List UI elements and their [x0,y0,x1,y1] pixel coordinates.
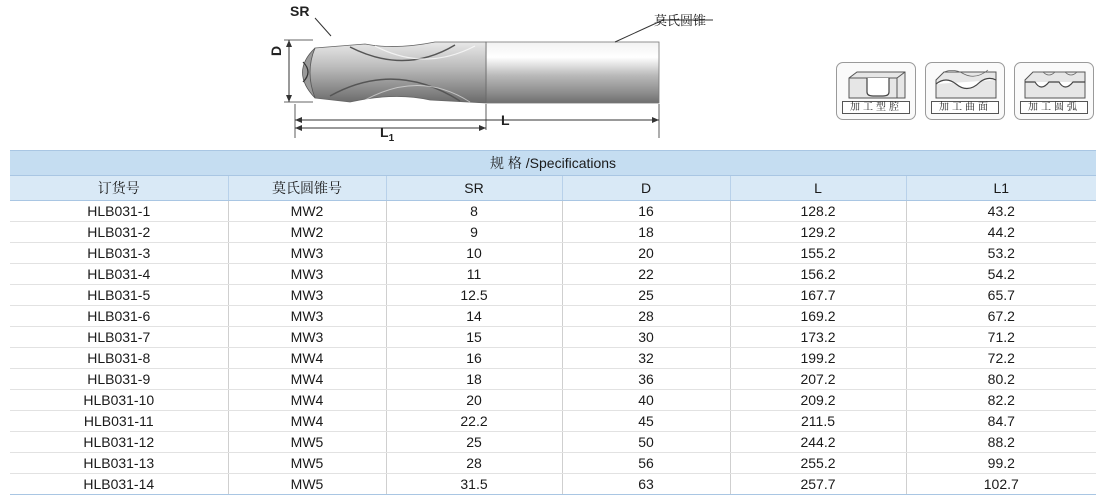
table-row [10,285,1096,306]
cell-sr: 22.2 [386,411,562,432]
cell-sr: 14 [386,306,562,327]
cell-l1: 84.7 [906,411,1096,432]
arc-shape-icon [1021,68,1089,102]
cell-d: 63 [562,474,730,495]
col-header-sr: SR [386,176,562,201]
cell-l1: 54.2 [906,264,1096,285]
table-row [10,432,1096,453]
cell-order-no: HLB031-4 [10,264,228,285]
surface-shape-icon [932,68,1000,102]
cell-morse-taper: MW4 [228,411,386,432]
cell-sr: 20 [386,390,562,411]
cell-l1: 43.2 [906,201,1096,222]
col-header-morse-taper: 莫氏圆锥号 [228,176,386,201]
cell-l: 155.2 [730,243,906,264]
sr-label: SR [290,3,310,19]
cell-l1: 72.2 [906,348,1096,369]
table-row [10,327,1096,348]
pocket-shape-icon [843,68,911,102]
cell-morse-taper: MW4 [228,369,386,390]
cell-morse-taper: MW3 [228,327,386,348]
table-row [10,453,1096,474]
cell-l: 244.2 [730,432,906,453]
cell-d: 20 [562,243,730,264]
table-row [10,306,1096,327]
cell-l: 156.2 [730,264,906,285]
cell-sr: 12.5 [386,285,562,306]
cell-sr: 25 [386,432,562,453]
cell-morse-taper: MW5 [228,432,386,453]
cell-l: 173.2 [730,327,906,348]
application-icons [836,62,1094,120]
cell-morse-taper: MW3 [228,306,386,327]
cell-order-no: HLB031-3 [10,243,228,264]
cell-d: 32 [562,348,730,369]
l-label: L [501,112,510,128]
cell-l1: 44.2 [906,222,1096,243]
cell-l: 209.2 [730,390,906,411]
cell-order-no: HLB031-9 [10,369,228,390]
cell-order-no: HLB031-10 [10,390,228,411]
cell-order-no: HLB031-8 [10,348,228,369]
cell-morse-taper: MW3 [228,243,386,264]
cell-d: 25 [562,285,730,306]
cell-morse-taper: MW3 [228,264,386,285]
l1-label-main: L [380,124,389,140]
cell-l: 211.5 [730,411,906,432]
cell-d: 28 [562,306,730,327]
cell-l: 199.2 [730,348,906,369]
specifications-table [10,150,1096,495]
cell-l: 167.7 [730,285,906,306]
surface-machining-icon [925,62,1005,120]
cell-l1: 82.2 [906,390,1096,411]
cell-order-no: HLB031-14 [10,474,228,495]
cell-order-no: HLB031-2 [10,222,228,243]
pocket-machining-icon [836,62,916,120]
d-label: D [268,45,284,56]
specifications-table-container [10,150,1096,495]
cell-morse-taper: MW4 [228,390,386,411]
cell-l: 169.2 [730,306,906,327]
cell-sr: 31.5 [386,474,562,495]
cell-d: 16 [562,201,730,222]
cell-order-no: HLB031-12 [10,432,228,453]
table-row [10,243,1096,264]
cell-l1: 67.2 [906,306,1096,327]
cell-order-no: HLB031-1 [10,201,228,222]
specifications-title: 规 格 /Specifications [10,151,1096,176]
cell-l1: 65.7 [906,285,1096,306]
cell-sr: 9 [386,222,562,243]
cell-sr: 16 [386,348,562,369]
cell-order-no: HLB031-5 [10,285,228,306]
cell-order-no: HLB031-7 [10,327,228,348]
cell-order-no: HLB031-6 [10,306,228,327]
cell-d: 40 [562,390,730,411]
arc-caption: 加工圆弧 [1020,101,1088,114]
table-row [10,222,1096,243]
table-row [10,369,1096,390]
cell-l1: 80.2 [906,369,1096,390]
cell-d: 50 [562,432,730,453]
table-body [10,201,1096,495]
cell-morse-taper: MW4 [228,348,386,369]
col-header-d: D [562,176,730,201]
cell-morse-taper: MW2 [228,201,386,222]
cell-l: 257.7 [730,474,906,495]
cell-l: 129.2 [730,222,906,243]
l1-label-sub: 1 [388,132,395,144]
cell-sr: 18 [386,369,562,390]
cell-sr: 11 [386,264,562,285]
cell-l: 207.2 [730,369,906,390]
cell-sr: 15 [386,327,562,348]
arc-machining-icon [1014,62,1094,120]
cell-l: 255.2 [730,453,906,474]
col-header-l: L [730,176,906,201]
cell-morse-taper: MW3 [228,285,386,306]
cell-d: 30 [562,327,730,348]
cell-l1: 99.2 [906,453,1096,474]
surface-caption: 加工曲面 [931,101,999,114]
l1-label [380,124,394,144]
table-row [10,390,1096,411]
cell-l1: 88.2 [906,432,1096,453]
cell-d: 45 [562,411,730,432]
table-row [10,201,1096,222]
cell-l1: 102.7 [906,474,1096,495]
cell-order-no: HLB031-13 [10,453,228,474]
cell-l: 128.2 [730,201,906,222]
pocket-caption: 加工型腔 [842,101,910,114]
cell-l1: 71.2 [906,327,1096,348]
cell-sr: 8 [386,201,562,222]
cell-d: 56 [562,453,730,474]
cell-morse-taper: MW5 [228,453,386,474]
table-row [10,348,1096,369]
cell-d: 22 [562,264,730,285]
col-header-order-no: 订货号 [10,176,228,201]
table-row [10,264,1096,285]
morse-taper-label: 莫氏圆锥 [654,14,707,29]
cell-sr: 28 [386,453,562,474]
cell-sr: 10 [386,243,562,264]
table-header-row [10,176,1096,201]
col-header-l1: L1 [906,176,1096,201]
cell-morse-taper: MW2 [228,222,386,243]
cell-d: 36 [562,369,730,390]
cell-d: 18 [562,222,730,243]
cell-morse-taper: MW5 [228,474,386,495]
cell-order-no: HLB031-11 [10,411,228,432]
table-row [10,411,1096,432]
table-row [10,474,1096,495]
cell-l1: 53.2 [906,243,1096,264]
